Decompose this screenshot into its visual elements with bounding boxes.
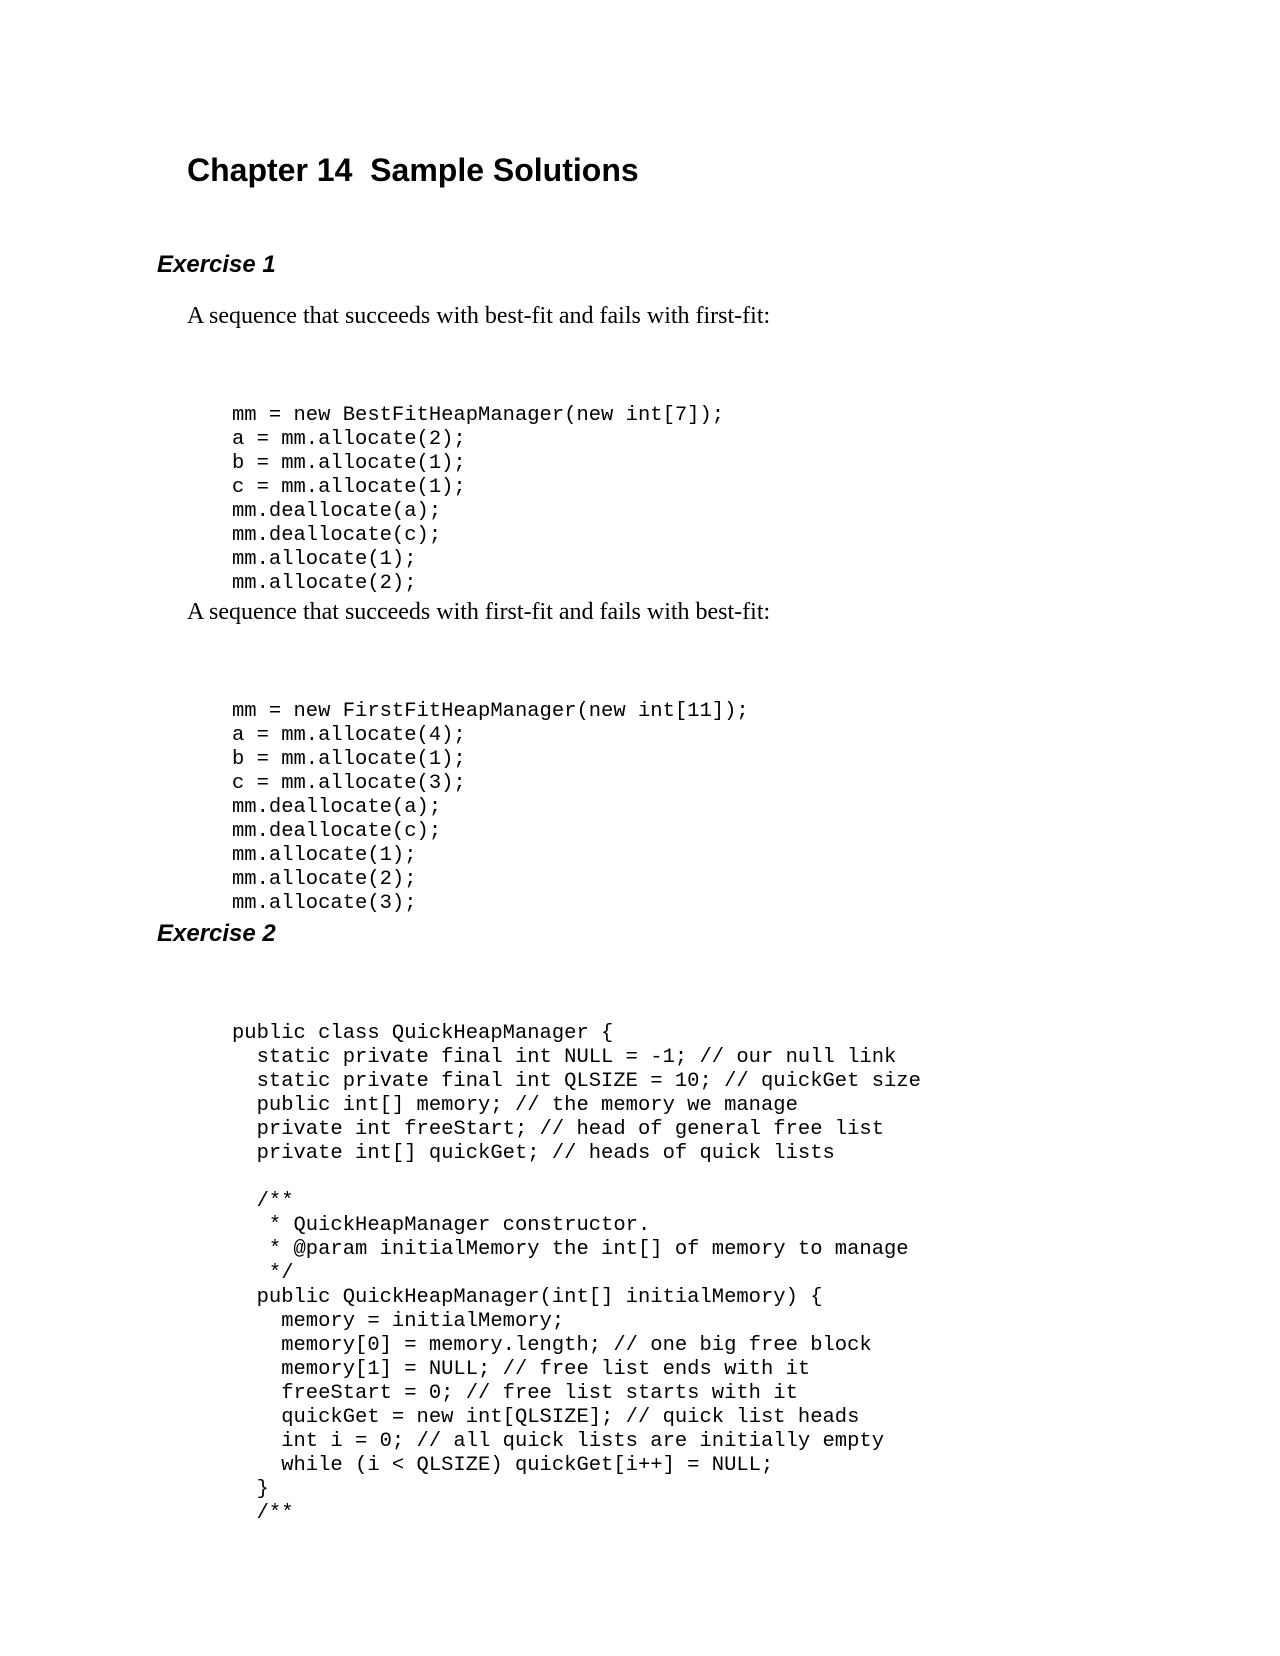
code-line: mm = new BestFitHeapManager(new int[7]); [232,404,725,427]
code-line: */ [232,1262,294,1285]
code-line [232,1166,921,1190]
code-line: while (i < QLSIZE) quickGet[i++] = NULL; [232,1454,774,1477]
exercise-1-intro-first-fit: A sequence that succeeds with first-fit and fails with best-fit: [187,599,771,625]
code-line: memory = initialMemory; [232,1310,565,1333]
code-line: public class QuickHeapManager { [232,1022,614,1045]
code-line: * @param initialMemory the int[] of memory to manage [232,1238,909,1261]
code-line: mm.deallocate(c); [232,820,442,843]
code-line: a = mm.allocate(4); [232,724,466,747]
code-line: int i = 0; // all quick lists are initially empty [232,1430,885,1453]
code-line: a = mm.allocate(2); [232,428,466,451]
code-line: quickGet = new int[QLSIZE]; // quick list heads [232,1406,860,1429]
exercise-1-intro-best-fit: A sequence that succeeds with best-fit and fails with first-fit: [187,303,771,329]
code-line: memory[1] = NULL; // free list ends with it [232,1358,811,1381]
code-line: c = mm.allocate(3); [232,772,466,795]
chapter-title: Chapter 14 Sample Solutions [187,152,639,188]
code-line: mm.allocate(3); [232,892,417,915]
code-line: mm.allocate(1); [232,844,417,867]
code-line: mm.deallocate(a); [232,500,442,523]
code-line: mm.deallocate(c); [232,524,442,547]
code-line: private int[] quickGet; // heads of quick lists [232,1142,835,1165]
code-line: /** [232,1502,294,1525]
exercise-1-code-first-fit [232,652,749,964]
code-line: memory[0] = memory.length; // one big free block [232,1334,872,1357]
code-line: mm.allocate(2); [232,572,417,595]
code-line: /** [232,1190,294,1213]
code-line: mm.allocate(2); [232,868,417,891]
code-line: c = mm.allocate(1); [232,476,466,499]
exercise-2-heading: Exercise 2 [157,920,276,947]
code-line: } [232,1478,269,1501]
code-line: mm.deallocate(a); [232,796,442,819]
code-line: public int[] memory; // the memory we manage [232,1094,798,1117]
code-line: b = mm.allocate(1); [232,748,466,771]
code-line: mm = new FirstFitHeapManager(new int[11]); [232,700,749,723]
exercise-1-heading: Exercise 1 [157,251,276,278]
code-line: mm.allocate(1); [232,548,417,571]
code-line: public QuickHeapManager(int[] initialMemory) { [232,1286,823,1309]
code-line: b = mm.allocate(1); [232,452,466,475]
code-line: static private final int QLSIZE = 10; // quickGet size [232,1070,921,1093]
code-line: freeStart = 0; // free list starts with it [232,1382,798,1405]
code-line: static private final int NULL = -1; // our null link [232,1046,897,1069]
exercise-2-code [232,974,921,1574]
code-line: * QuickHeapManager constructor. [232,1214,651,1237]
code-line: private int freeStart; // head of general free list [232,1118,885,1141]
